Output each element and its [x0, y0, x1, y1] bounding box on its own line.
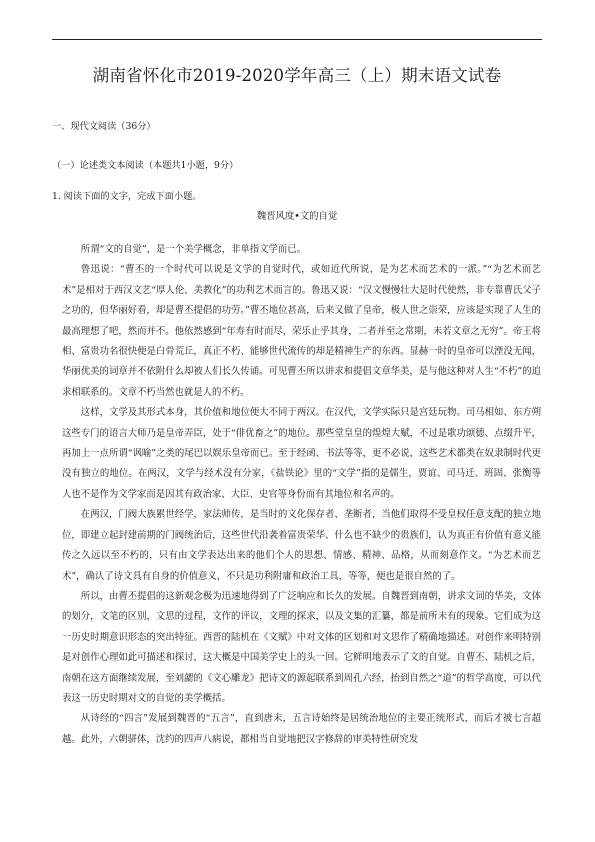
- article-title: 魏晋风度•文的自觉: [256, 211, 338, 222]
- subsection-heading: （一）论述类文本阅读（本题共1小题，9分）: [52, 160, 239, 171]
- paragraph: 这样，文学及其形式本身，其价值和地位便大不同于两汉。在汉代，文学实际只是宫廷玩物。司马相如、东方朔这些专门的语言大师乃是皇帝弄臣，处于“俳优畜之”的地位。那些堂皇皇的煌煌大赋，不过是歌功颂德、点缀升平，再加上一点所谓“讽喻”之类的尾巴以娱乐皇帝而已。至于经函、书法等等，更不必说，这些艺术都类在奴隶制时代更没有独立的地位。在两汉，文学与经术没有分家，《盐铁论》里的“文学”指的是儒生，贾谊、司马迁、班固、张衡等人也不是作为文学家而是因其有政治家、大臣、史官等身份而有其地位和名声的。: [62, 407, 541, 500]
- header-rule: [52, 39, 542, 40]
- exam-title: 湖南省怀化市2019-2020学年高三（上）期末语文试卷: [92, 66, 502, 85]
- paragraph: 鲁迅说：“曹丕的一个时代可以说是文学的自觉时代，或如近代所说，是为艺术而艺术的一派。”“为艺术而艺术”是相对于西汉文艺“厚人伦、美教化”的功利艺术而言的。鲁迅又说：“汉文慢慢壮大是时代使然，非专靠曹氏父子之功的，但华丽好看，却是曹丕提倡的功劳。”曹丕地位甚高，后来又做了皇帝，极人世之崇荣，应该是实现了人生的最高理想了吧，然而并不。他依然感到“年寿有时而尽，荣乐止乎其身，二者并至之常期，未若文章之无穷”。帝王将相、富贵功名很快便是白骨荒丘，真正不朽、能够世代流传的却是精神生产的东西。显赫一时的皇帝可以湮没无闻，华丽优美的词章并不依附什么却被人们长久传诵。可见曹丕所以讲求和提倡文章华美，是与他这种对人生“不朽”的追求相联系的。文章不朽当然也就是人的不朽。: [62, 264, 541, 398]
- paragraph: 所谓“文的自觉”，是一个美学概念，非单指文学而已。: [80, 244, 307, 255]
- paragraph: 从诗经的“四言”发展到魏晋的“五言”，直到唐末，五言诗始终是居统治地位的主要正统形式，而后才被七言超越。此外，六朝骈体，沈约的四声八病说，都相当自觉地把汉字修辞的审美特性研究发: [62, 713, 541, 745]
- section-heading: 一、现代文阅读（36分）: [52, 121, 156, 132]
- paragraph: 在两汉，门阀大族累世经学，家法师传，是当时的文化保存者、垄断者，当他们取得不受皇权任意支配的独立地位，即建立起封建前期的门阀统治后，这些世代沿袭着富贵荣华、什么也不缺少的贵族们，认为真正有价值有意义能传之久远以至不朽的，只有由文学表达出来的他们个人的思想、情感、精神、品格，从而刻意作文。“为艺术而艺术”，确认了诗文具有自身的价值意义，不只是功利附庸和政治工具，等等，便也是很自然的了。: [62, 509, 541, 582]
- paragraph: 所以，由曹丕提倡的这新观念极为迅速地得到了广泛响应和长久的发展。自魏晋到南朝，讲求文词的华美，文体的划分，文笔的区别，文思的过程，文作的评议，文理的探求，以及文集的汇纂，都是前所未有的现象。它们成为这一历史时期意识形态的突出特征。西晋的陆机在《文赋》中对文体的区划和对文思作了精确地描述。对创作来明特别是对创作心理如此可描述和探讨，这大概是中国美学史上的头一回。它鲜明地表示了文的自觉。自曹丕、陆机之后，南朝在这方面继续发展，至刘勰的《文心雕龙》把诗文的源起联系到周孔六经，抬到自然之“道”的哲学高度，可以代表这一历史时期对文的自觉的美学概括。: [62, 590, 541, 704]
- question-instruction: 1. 阅读下面的文字，完成下面小题。: [52, 191, 202, 202]
- article-body: [62, 240, 541, 750]
